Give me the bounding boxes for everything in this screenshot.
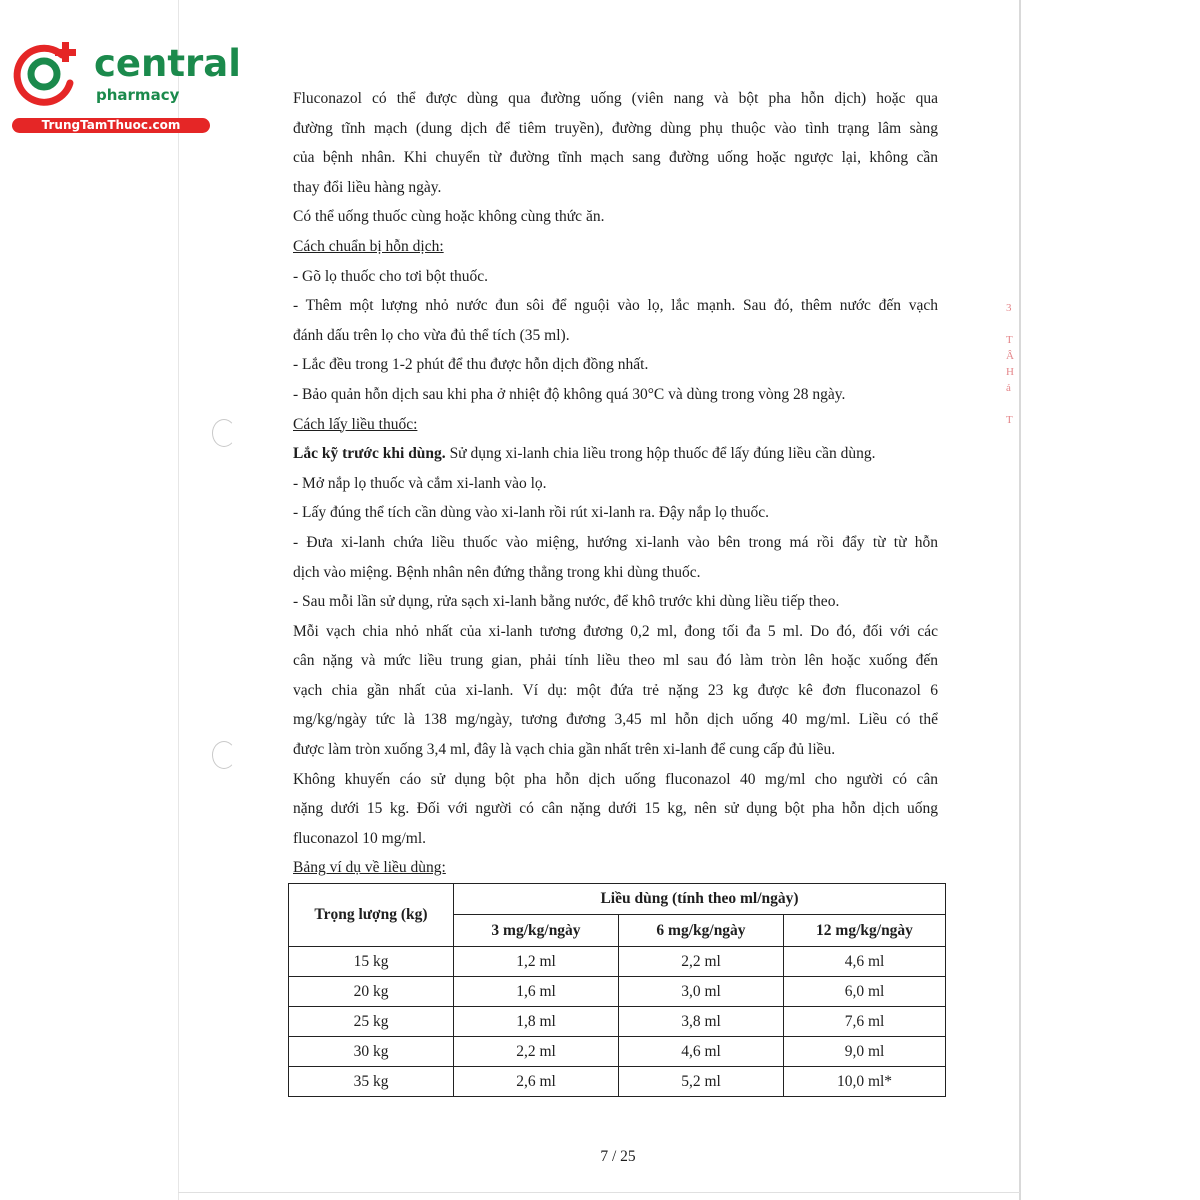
dose-example-table	[288, 883, 946, 1097]
weight-cell: 30 kg	[289, 1037, 454, 1067]
paragraph-line: Có thể uống thuốc cùng hoặc không cùng thức ăn.	[293, 208, 605, 226]
column-header: 6 mg/kg/ngày	[619, 915, 784, 947]
binder-hole	[212, 419, 236, 447]
dosing-step-line: dịch vào miệng. Bệnh nhân nên đứng thẳng trong khi dùng thuốc.	[293, 563, 701, 581]
dosing-intro-text: Sử dụng xi-lanh chia liều trong hộp thuốc để lấy đúng liều cần dùng.	[445, 445, 876, 463]
table-row	[289, 1067, 946, 1097]
dose-cell: 1,6 ml	[454, 977, 619, 1007]
dosing-step-line: được làm tròn xuống 3,4 ml, đây là vạch chia gần nhất trên xi-lanh để cung cấp đủ liều.	[293, 741, 836, 759]
intro-paragraph	[293, 84, 938, 232]
dose-cell: 2,2 ml	[454, 1037, 619, 1067]
weight-cell: 35 kg	[289, 1067, 454, 1097]
dose-cell: 2,2 ml	[619, 947, 784, 977]
dose-cell: 6,0 ml	[784, 977, 946, 1007]
dosing-step-line: nặng dưới 15 kg. Đối với người có cân nặng dưới 15 kg, nên sử dụng bột pha hỗn dịch uống	[293, 800, 938, 818]
paragraph-line: thay đổi liều hàng ngày.	[293, 178, 442, 196]
paper-edge-right	[1019, 0, 1021, 1200]
dosing-steps	[293, 469, 938, 854]
dose-cell: 3,8 ml	[619, 1007, 784, 1037]
dosing-step-line: mg/kg/ngày tức là 138 mg/ngày, tương đương 3,45 ml hỗn dịch uống 40 mg/ml. Liều có thể	[293, 711, 938, 729]
preparation-step-line: đánh dấu trên lọ cho vừa đủ thể tích (35 ml).	[293, 326, 570, 344]
preparation-step-line: - Bảo quản hỗn dịch sau khi pha ở nhiệt độ không quá 30°C và dùng trong vòng 28 ngày.	[293, 385, 846, 403]
dosing-heading: Cách lấy liều thuốc:	[293, 415, 418, 433]
dose-cell: 4,6 ml	[784, 947, 946, 977]
preparation-step-line: - Thêm một lượng nhỏ nước đun sôi để nguội vào lọ, lắc mạnh. Sau đó, thêm nước đến vạch	[293, 297, 938, 315]
central-pharmacy-logo	[10, 38, 241, 138]
dose-cell: 1,8 ml	[454, 1007, 619, 1037]
dose-cell: 3,0 ml	[619, 977, 784, 1007]
dosing-step-line: - Đưa xi-lanh chứa liều thuốc vào miệng, hướng xi-lanh vào bên trong má rồi đẩy từ từ hỗn	[293, 533, 938, 551]
logo-subtitle: pharmacy	[96, 86, 180, 104]
dose-table-body	[289, 947, 946, 1097]
dose-header: Liều dùng (tính theo ml/ngày)	[454, 884, 946, 915]
table-row	[289, 977, 946, 1007]
dose-cell: 9,0 ml	[784, 1037, 946, 1067]
document-body	[293, 84, 938, 883]
table-row	[289, 1007, 946, 1037]
dosing-step-line: Mỗi vạch chia nhỏ nhất của xi-lanh tương đương 0,2 ml, đong tối đa 5 ml. Do đó, đối với các	[293, 622, 938, 640]
paper-edge-left	[178, 0, 179, 1200]
preparation-step-line: - Gõ lọ thuốc cho tơi bột thuốc.	[293, 267, 489, 285]
paper-bottom-edge	[178, 1192, 1020, 1193]
dosing-step-line: - Mở nắp lọ thuốc và cắm xi-lanh vào lọ.	[293, 474, 547, 492]
dosing-step-line: cân nặng và mức liều trung gian, phải tính liều theo ml sau đó làm tròn lên hoặc xuống đến	[293, 652, 938, 670]
paragraph-line: đường tĩnh mạch (dung dịch để tiêm truyền), đường dùng phụ thuộc vào tình trạng lâm sàng	[293, 119, 938, 137]
dosing-step-line: Không khuyến cáo sử dụng bột pha hỗn dịch uống fluconazol 40 mg/ml cho người có cân	[293, 770, 938, 788]
dosing-step-line: - Sau mỗi lần sử dụng, rửa sạch xi-lanh bằng nước, để khô trước khi dùng liều tiếp theo.	[293, 593, 840, 611]
dose-cell: 7,6 ml	[784, 1007, 946, 1037]
weight-cell: 20 kg	[289, 977, 454, 1007]
dosing-step-line: vạch chia gần nhất của xi-lanh. Ví dụ: một đứa trẻ nặng 23 kg được kê đơn fluconazol 6	[293, 681, 938, 699]
table-heading: Bảng ví dụ về liều dùng:	[293, 859, 446, 877]
weight-cell: 25 kg	[289, 1007, 454, 1037]
shake-warning: Lắc kỹ trước khi dùng.	[293, 445, 446, 463]
paragraph-line: Fluconazol có thể được dùng qua đường uống (viên nang và bột pha hỗn dịch) hoặc qua	[293, 90, 938, 107]
logo-wordmark: central	[94, 42, 241, 85]
dosing-intro	[293, 439, 938, 469]
page-number: 7 / 25	[600, 1148, 636, 1165]
dosing-step-line: - Lấy đúng thể tích cần dùng vào xi-lanh rồi rút xi-lanh ra. Đậy nắp lọ thuốc.	[293, 504, 770, 522]
table-row	[289, 1037, 946, 1067]
dose-cell: 5,2 ml	[619, 1067, 784, 1097]
dose-cell: 4,6 ml	[619, 1037, 784, 1067]
weight-header: Trọng lượng (kg)	[289, 884, 454, 947]
preparation-step-line: - Lắc đều trong 1-2 phút để thu được hỗn dịch đồng nhất.	[293, 356, 649, 374]
column-header: 12 mg/kg/ngày	[784, 915, 946, 947]
pharmacy-cross-logo-icon	[10, 38, 90, 108]
preparation-steps	[293, 262, 938, 410]
binder-hole	[212, 741, 236, 769]
column-header: 3 mg/kg/ngày	[454, 915, 619, 947]
dose-cell: 2,6 ml	[454, 1067, 619, 1097]
weight-cell: 15 kg	[289, 947, 454, 977]
preparation-heading: Cách chuẩn bị hỗn dịch:	[293, 237, 444, 255]
paragraph-line: của bệnh nhân. Khi chuyển từ đường tĩnh mạch sang đường uống hoặc ngược lại, không cần	[293, 149, 938, 167]
logo-website-bar: TrungTamThuoc.com	[12, 118, 210, 133]
dose-cell: 10,0 ml*	[784, 1067, 946, 1097]
dose-cell: 1,2 ml	[454, 947, 619, 977]
table-row	[289, 947, 946, 977]
edge-stamp-marks: 3 T Â H ả T	[1006, 302, 1014, 426]
dosing-step-line: fluconazol 10 mg/ml.	[293, 829, 427, 847]
